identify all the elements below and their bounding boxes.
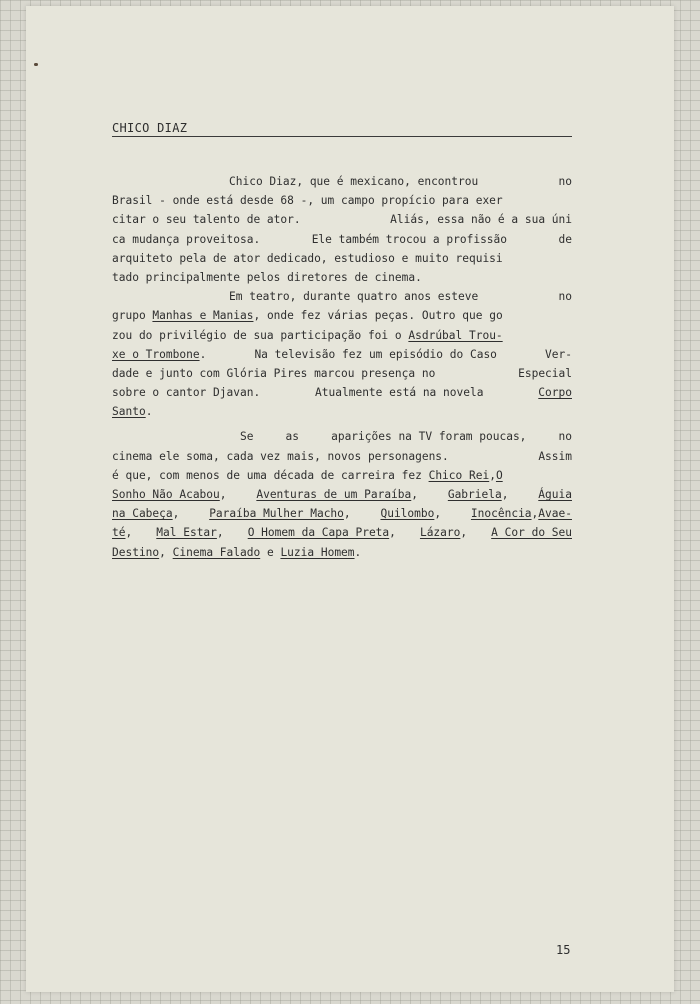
text-run: , <box>411 488 419 501</box>
text-run: . <box>145 405 153 419</box>
text-line <box>112 345 572 364</box>
text-run: Ele também trocou a profissão <box>311 232 508 246</box>
text-run <box>112 326 503 345</box>
text-run: e <box>260 545 281 559</box>
text-run <box>112 543 361 562</box>
text-line <box>112 210 572 229</box>
text-run <box>420 523 467 542</box>
text-run: Se <box>240 430 254 444</box>
text-run: , <box>501 488 509 501</box>
text-run <box>112 466 503 485</box>
text-line <box>112 172 572 191</box>
text-run <box>380 504 441 523</box>
text-run: , <box>216 526 224 540</box>
text-line <box>112 427 572 446</box>
underlined-title: A Cor do Seu <box>491 526 572 540</box>
document-heading: CHICO DIAZ <box>112 121 572 137</box>
underlined-title: Sonho Não Acabou <box>112 488 220 501</box>
text-run: . <box>199 347 207 361</box>
text-run: , <box>434 507 442 521</box>
underlined-title: Corpo <box>538 386 572 400</box>
text-run: zou do privilégio de sua participação foi o <box>112 328 409 342</box>
text-run: arquiteto pela de ator dedicado, estudioso e muito requisi <box>112 251 503 265</box>
underlined-title: Gabriela <box>447 488 502 501</box>
text-line <box>112 485 572 504</box>
text-run: grupo <box>112 309 153 323</box>
text-line <box>112 230 572 249</box>
underlined-title: Avae- <box>538 507 572 521</box>
text-run: no <box>558 430 572 444</box>
text-line <box>112 447 572 466</box>
text-run: , <box>531 507 539 521</box>
text-run: tado principalmente pelos diretores de cinema. <box>112 270 422 284</box>
underlined-title: O Homem da Capa Preta <box>247 526 390 540</box>
text-run <box>112 504 179 523</box>
text-run: , <box>489 468 496 482</box>
text-line <box>112 268 572 287</box>
text-run: Brasil - onde está desde 68 -, um campo propício para exer <box>112 194 503 208</box>
text-run: Assim <box>538 449 572 463</box>
text-run: de <box>558 232 572 246</box>
text-line <box>112 306 572 325</box>
underlined-title: O <box>495 468 503 482</box>
text-run: cinema ele soma, cada vez mais, novos personagens. <box>112 449 449 463</box>
text-run: sobre o cantor Djavan. <box>112 386 261 400</box>
text-run <box>471 504 572 523</box>
underlined-title: na Cabeça <box>112 507 173 521</box>
text-run: ca mudança proveitosa. <box>112 232 261 246</box>
text-run: Em teatro, durante quatro anos esteve <box>229 290 479 304</box>
underlined-title: Luzia Homem <box>280 545 355 559</box>
text-line <box>112 364 572 383</box>
text-run <box>112 306 503 325</box>
text-line <box>112 326 572 345</box>
underlined-title: Inocência <box>470 507 532 521</box>
text-line <box>112 523 572 542</box>
underlined-title: Manhas e Manias <box>152 309 254 323</box>
text-run: no <box>558 175 572 188</box>
text-run: , <box>460 526 468 540</box>
text-run <box>256 485 418 504</box>
text-run: Na televisão fez um episódio do Caso <box>254 347 497 361</box>
underlined-title: Cinema Falado <box>172 545 261 559</box>
text-run <box>448 485 509 504</box>
text-run: Aliás, essa não é a sua úni <box>390 213 572 227</box>
text-run: as <box>285 430 300 444</box>
text-line <box>112 402 572 421</box>
text-run <box>209 504 350 523</box>
underlined-title: Asdrúbal Trou- <box>408 328 503 342</box>
underlined-title: Lázaro <box>419 526 461 540</box>
page-number: 15 <box>556 943 571 957</box>
text-run: é que, com menos de uma década de carreira fez <box>112 468 429 482</box>
text-run <box>112 345 206 364</box>
paragraph-2 <box>112 287 572 421</box>
document-body <box>112 172 572 562</box>
text-run <box>248 523 396 542</box>
text-run: no <box>558 290 572 304</box>
text-run: , <box>389 526 396 540</box>
paragraph-1 <box>112 172 572 287</box>
underlined-title: Quilombo <box>380 507 435 521</box>
text-run: , onde fez várias peças. Outro que go <box>253 309 503 323</box>
text-run <box>156 523 223 542</box>
underlined-title: té <box>112 526 126 540</box>
text-line <box>112 191 572 210</box>
text-line <box>112 504 572 523</box>
document-page <box>26 6 674 992</box>
text-run <box>112 485 227 504</box>
text-line <box>112 383 572 402</box>
text-line <box>112 543 572 562</box>
underlined-title: xe o Trombone <box>112 347 200 361</box>
underlined-title: Paraíba Mulher Macho <box>209 507 344 521</box>
text-run: dade e junto com Glória Pires marcou presença no <box>112 366 436 380</box>
text-run: , <box>159 545 166 559</box>
ink-mark <box>34 63 38 66</box>
underlined-title: Mal Estar <box>156 526 217 540</box>
underlined-title: Águia <box>538 488 572 501</box>
underlined-title: Chico Rei <box>428 468 490 482</box>
text-run: Ver- <box>545 347 572 361</box>
text-run: . <box>354 545 362 559</box>
underlined-title: Santo <box>112 405 146 419</box>
text-line <box>112 287 572 306</box>
text-run: Atualmente está na novela <box>315 386 484 400</box>
text-run: Especial <box>518 366 572 380</box>
text-run: aparições na TV foram poucas, <box>331 430 527 444</box>
text-run: , <box>125 526 133 540</box>
text-line <box>112 466 572 485</box>
text-run: Chico Diaz, que é mexicano, encontrou <box>229 175 479 188</box>
underlined-title: Destino <box>112 545 160 559</box>
text-run <box>112 523 132 542</box>
text-run <box>112 402 152 421</box>
text-run: , <box>172 507 180 521</box>
paragraph-3 <box>112 427 572 561</box>
text-run: , <box>219 488 227 501</box>
text-run: , <box>343 507 351 521</box>
text-run: citar o seu talento de ator. <box>112 213 301 227</box>
text-line <box>112 249 572 268</box>
underlined-title: Aventuras de um Paraíba <box>256 488 412 501</box>
